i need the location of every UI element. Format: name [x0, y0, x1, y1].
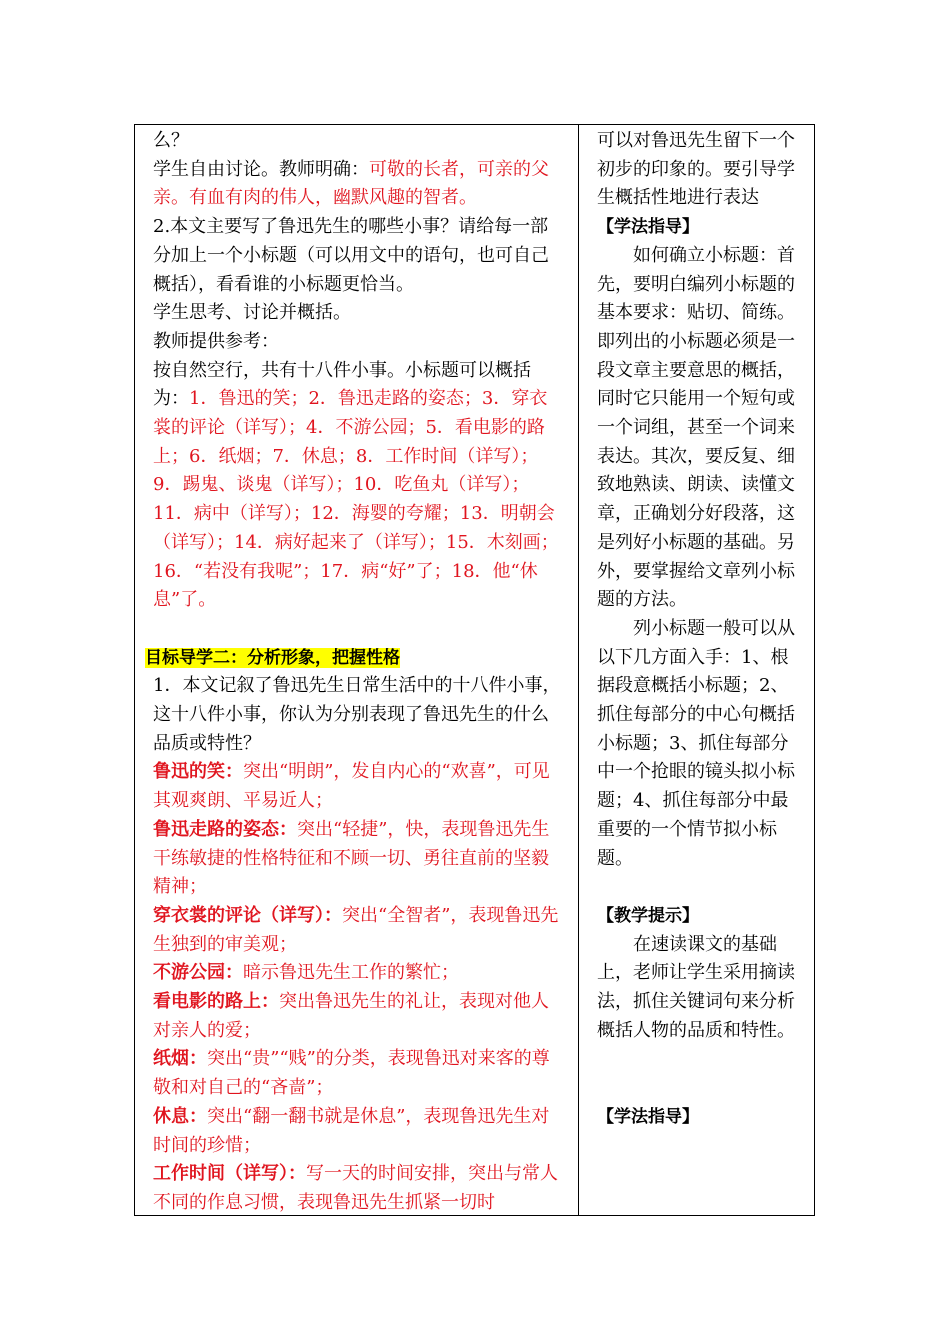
- analysis-text: 突出鲁迅先生的礼让，表现对他人对亲人的爱；: [153, 991, 549, 1041]
- analysis-item: [153, 959, 563, 988]
- subtitle-prefix: 按自然空行，共有十八件小事。小标题可以概括为：: [153, 359, 531, 410]
- analysis-text: 突出“全智者”，表现鲁迅先生独到的审美观；: [153, 904, 559, 955]
- analysis-list: [153, 758, 563, 1217]
- question-2: 2.本文主要写了鲁迅先生的哪些小事？请给每一部分加上一个小标题（可以用文中的语句，也可自己概括），看看谁的小标题更恰当。: [153, 216, 549, 295]
- teacher-reference: 教师提供参考：: [153, 330, 279, 352]
- subtitle-method: 如何确立小标题：首先，要明白编列小标题的基本要求：贴切、简练。即列出的小标题必须是一段文章主要意思的概括，同时它只能用一个短句或一个词组，甚至一个词来表达。其次，要反复、细致地熟读、朗读、读懂文章，正确划分好段落，这是列好小标题的基础。另外，要掌握给文章列小标题的方法。: [597, 244, 795, 611]
- analysis-item: [153, 758, 563, 815]
- student-activity: 学生思考、讨论并概括。: [153, 302, 351, 324]
- guidance-note: 可以对鲁迅先生留下一个初步的印象的。要引导学生概括性地进行表达: [597, 130, 795, 209]
- analysis-text: 突出“明朗”，发自内心的“欢喜”，可见其观爽朗、平易近人；: [153, 761, 550, 812]
- discussion-paragraph: [153, 156, 563, 213]
- analysis-item: [153, 988, 563, 1045]
- section-heading: [145, 644, 563, 673]
- teacher-answer: 可敬的长者，可亲的父亲。有血有肉的伟人，幽默风趣的智者。: [153, 158, 549, 209]
- analysis-text: 突出“轻捷”，快，表现鲁迅先生干练敏捷的性格特征和不顾一切、勇往直前的坚毅精神；: [153, 818, 550, 898]
- analysis-label: 鲁迅走路的姿态：: [153, 818, 297, 840]
- question-1: 1．本文记叙了鲁迅先生日常生活中的十八件小事，这十八件小事，你认为分别表现了鲁迅先生的什么品质或特性？: [153, 675, 561, 754]
- analysis-item: [153, 1160, 563, 1217]
- analysis-text: 写一天的时间安排，突出与常人不同的作息习惯，表现鲁迅先生抓紧一切时: [153, 1163, 558, 1213]
- subtitle-approaches: 列小标题一般可以从以下几方面入手：1、根据段意概括小标题；2、抓住每部分的中心句概括小标题；3、抓住每部分中一个抢眼的镜头拟小标题；4、抓住每部分中最重要的一个情节拟小标题。: [597, 617, 795, 869]
- subtitle-list: 1．鲁迅的笑；2．鲁迅走路的姿态；3．穿衣裳的评论（详写）；4．不游公园；5．看电影的路上；6．纸烟；7．休息；8．工作时间（详写）；9．踢鬼、谈鬼（详写）；10．吃鱼丸（详写）；11．病中（详写）；12．海婴的夸耀；13．明朝会（详写）；14．病好起来了（详写）；15．木刻画；16．“若没有我呢”；17．病“好”了；18．他“休息”了。: [153, 388, 559, 611]
- lesson-table: [134, 124, 815, 1216]
- analysis-text: 突出“贵”“贱”的分类，表现鲁迅对来客的尊敬和对自己的“吝啬”；: [153, 1048, 550, 1099]
- teaching-tip: 在速读课文的基础上，老师让学生采用摘读法，抓住关键词句来分析概括人物的品质和特性。: [597, 933, 795, 1041]
- column-divider: [578, 125, 579, 1215]
- analysis-text: 暗示鲁迅先生工作的繁忙；: [243, 962, 459, 984]
- analysis-label: 休息：: [153, 1105, 207, 1127]
- analysis-label: 鲁迅的笑：: [153, 761, 243, 783]
- question-tail: 么？: [153, 130, 189, 151]
- teaching-tip-tag: 【教学提示】: [597, 905, 699, 926]
- left-column: [145, 127, 563, 1218]
- subtitle-paragraph: [153, 357, 563, 615]
- analysis-label: 不游公园：: [153, 962, 243, 984]
- analysis-item: [153, 902, 563, 959]
- analysis-item: [153, 1045, 563, 1102]
- goal-heading-2: 目标导学二：分析形象，把握性格: [145, 647, 400, 668]
- analysis-text: 突出“翻一翻书就是休息”，表现鲁迅先生对时间的珍惜；: [153, 1105, 550, 1156]
- analysis-label: 工作时间（详写）：: [153, 1163, 306, 1185]
- analysis-label: 纸烟：: [153, 1048, 207, 1070]
- analysis-item: [153, 816, 563, 902]
- study-method-tag-2: 【学法指导】: [597, 1106, 699, 1127]
- analysis-item: [153, 1103, 563, 1160]
- study-method-tag: 【学法指导】: [597, 217, 699, 238]
- right-column: [597, 127, 802, 1132]
- discussion-prefix: 学生自由讨论。教师明确：: [153, 158, 369, 180]
- analysis-label: 穿衣裳的评论（详写）：: [153, 904, 342, 926]
- analysis-label: 看电影的路上：: [153, 991, 279, 1013]
